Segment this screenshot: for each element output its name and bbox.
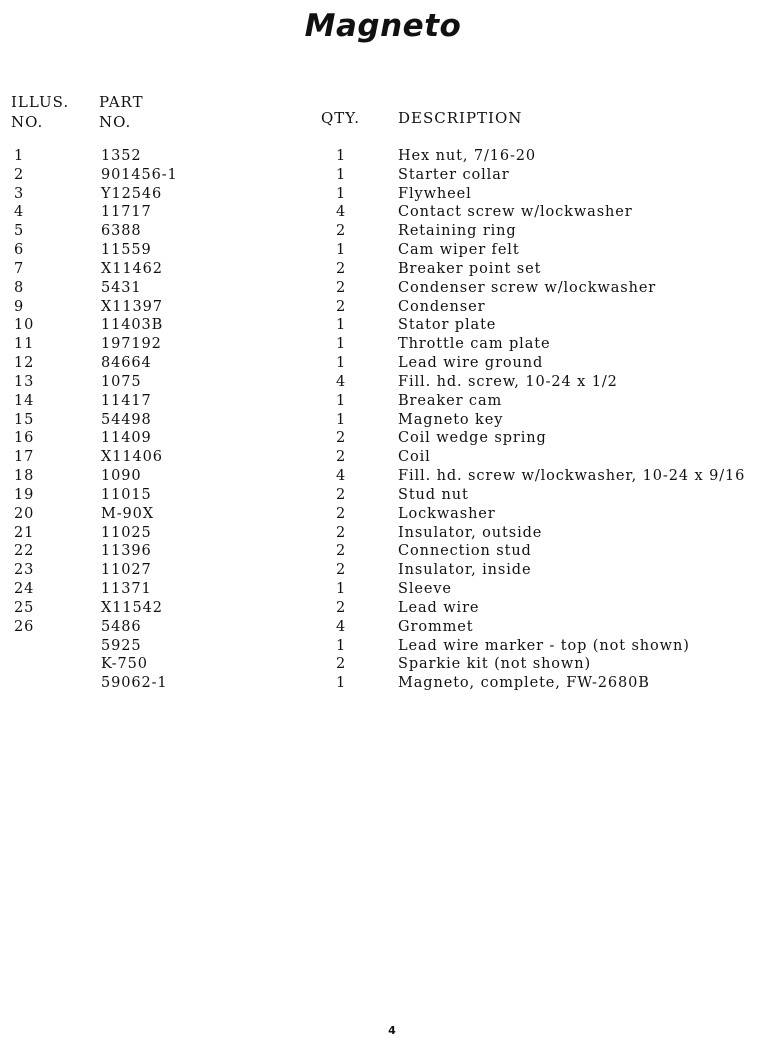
illus-no-cell: 3 <box>14 185 25 202</box>
part-no-cell: 11559 <box>101 242 152 259</box>
part-no-cell: 11417 <box>101 392 152 409</box>
description-cell: Breaker point set <box>398 260 542 277</box>
illus-no-cell: 7 <box>14 260 25 277</box>
illus-no-cell: 10 <box>14 317 35 334</box>
part-no-cell: X11542 <box>101 599 163 616</box>
qty-cell: 2 <box>336 562 347 579</box>
table-row <box>0 599 784 618</box>
part-no-cell: 54498 <box>101 411 152 428</box>
description-cell: Stator plate <box>398 317 497 334</box>
part-no-cell: 11396 <box>101 543 152 560</box>
table-row <box>0 203 784 222</box>
table-row <box>0 147 784 166</box>
illus-no-header <box>11 92 69 132</box>
table-row <box>0 298 784 317</box>
qty-cell: 1 <box>336 242 347 259</box>
table-row <box>0 354 784 373</box>
description-header: DESCRIPTION <box>398 109 523 127</box>
illus-no-cell: 17 <box>14 449 35 466</box>
illus-no-cell: 13 <box>14 373 35 390</box>
illus-header-line1: ILLUS. <box>11 93 70 111</box>
table-row <box>0 429 784 448</box>
part-no-cell: 6388 <box>101 223 142 240</box>
table-row <box>0 580 784 599</box>
illus-no-cell: 8 <box>14 279 25 296</box>
description-cell: Throttle cam plate <box>398 336 551 353</box>
part-no-cell: K-750 <box>101 656 148 673</box>
table-row <box>0 618 784 637</box>
qty-cell: 4 <box>336 618 347 635</box>
table-row <box>0 467 784 486</box>
qty-cell: 2 <box>336 656 347 673</box>
illus-no-cell: 22 <box>14 543 35 560</box>
qty-cell: 4 <box>336 204 347 221</box>
part-no-cell: 11409 <box>101 430 152 447</box>
qty-cell: 2 <box>336 599 347 616</box>
part-no-cell: 5925 <box>101 637 142 654</box>
qty-cell: 2 <box>336 543 347 560</box>
illus-no-cell: 14 <box>14 392 35 409</box>
part-no-cell: X11397 <box>101 298 163 315</box>
table-row <box>0 279 784 298</box>
illus-no-cell: 6 <box>14 242 25 259</box>
illus-no-cell: 11 <box>14 336 35 353</box>
part-no-header <box>99 92 144 132</box>
qty-cell: 2 <box>336 486 347 503</box>
qty-cell: 2 <box>336 449 347 466</box>
qty-cell: 2 <box>336 298 347 315</box>
description-cell: Sleeve <box>398 581 452 598</box>
part-no-cell: X11406 <box>101 449 163 466</box>
qty-cell: 1 <box>336 355 347 372</box>
illus-no-cell: 20 <box>14 505 35 522</box>
part-header-line1: PART <box>99 93 144 111</box>
part-no-cell: M-90X <box>101 505 155 522</box>
table-row <box>0 185 784 204</box>
part-no-cell: 1352 <box>101 148 142 164</box>
illus-no-cell: 1 <box>14 148 25 164</box>
qty-cell: 2 <box>336 505 347 522</box>
qty-cell: 1 <box>336 148 347 164</box>
qty-header: QTY. <box>321 109 361 127</box>
table-row <box>0 448 784 467</box>
qty-cell: 4 <box>336 468 347 485</box>
part-no-cell: 197192 <box>101 336 162 353</box>
illus-no-cell: 9 <box>14 298 25 315</box>
illus-no-cell: 25 <box>14 599 35 616</box>
description-cell: Fill. hd. screw w/lockwasher, 10-24 x 9/16 <box>398 468 746 485</box>
qty-cell: 1 <box>336 675 347 692</box>
part-no-cell: X11462 <box>101 260 163 277</box>
qty-cell: 4 <box>336 373 347 390</box>
description-cell: Condenser <box>398 298 486 315</box>
table-row <box>0 505 784 524</box>
part-no-cell: 1075 <box>101 373 142 390</box>
description-cell: Contact screw w/lockwasher <box>398 204 633 221</box>
description-cell: Fill. hd. screw, 10-24 x 1/2 <box>398 373 618 390</box>
description-cell: Stud nut <box>398 486 469 503</box>
part-no-cell: 11403B <box>101 317 164 334</box>
illus-no-cell: 15 <box>14 411 35 428</box>
qty-cell: 1 <box>336 185 347 202</box>
part-no-cell: Y12546 <box>101 185 163 202</box>
illus-no-cell: 5 <box>14 223 25 240</box>
description-cell: Coil <box>398 449 431 466</box>
description-cell: Starter collar <box>398 166 510 183</box>
illus-header-line2: NO. <box>11 113 44 131</box>
qty-cell: 1 <box>336 166 347 183</box>
part-no-cell: 5431 <box>101 279 142 296</box>
description-cell: Hex nut, 7/16-20 <box>398 148 537 164</box>
qty-cell: 2 <box>336 260 347 277</box>
table-row <box>0 637 784 656</box>
description-cell: Connection stud <box>398 543 532 560</box>
illus-no-cell: 4 <box>14 204 25 221</box>
table-row <box>0 222 784 241</box>
part-no-cell: 11027 <box>101 562 152 579</box>
illus-no-cell: 24 <box>14 581 35 598</box>
description-cell: Magneto key <box>398 411 504 428</box>
description-cell: Retaining ring <box>398 223 517 240</box>
parts-list <box>0 147 784 693</box>
part-header-line2: NO. <box>99 113 132 131</box>
page-number: 4 <box>388 1024 396 1037</box>
illus-no-cell: 26 <box>14 618 35 635</box>
illus-no-cell: 23 <box>14 562 35 579</box>
table-row <box>0 373 784 392</box>
table-row <box>0 392 784 411</box>
part-no-cell: 11025 <box>101 524 152 541</box>
description-cell: Cam wiper felt <box>398 242 520 259</box>
part-no-cell: 1090 <box>101 468 142 485</box>
illus-no-cell: 19 <box>14 486 35 503</box>
description-cell: Insulator, inside <box>398 562 532 579</box>
description-cell: Sparkie kit (not shown) <box>398 656 592 673</box>
description-cell: Lockwasher <box>398 505 496 522</box>
description-cell: Magneto, complete, FW-2680B <box>398 675 650 692</box>
qty-cell: 2 <box>336 279 347 296</box>
part-no-cell: 11015 <box>101 486 152 503</box>
table-row <box>0 486 784 505</box>
table-row <box>0 411 784 430</box>
description-cell: Lead wire <box>398 599 480 616</box>
illus-no-cell: 2 <box>14 166 25 183</box>
qty-cell: 2 <box>336 524 347 541</box>
description-cell: Insulator, outside <box>398 524 543 541</box>
description-cell: Coil wedge spring <box>398 430 547 447</box>
part-no-cell: 11371 <box>101 581 152 598</box>
page-title: Magneto <box>304 8 462 44</box>
table-row <box>0 241 784 260</box>
qty-cell: 2 <box>336 223 347 240</box>
description-cell: Grommet <box>398 618 474 635</box>
part-no-cell: 11717 <box>101 204 152 221</box>
table-row <box>0 335 784 354</box>
description-cell: Breaker cam <box>398 392 503 409</box>
qty-cell: 2 <box>336 430 347 447</box>
table-row <box>0 260 784 279</box>
description-cell: Condenser screw w/lockwasher <box>398 279 657 296</box>
qty-cell: 1 <box>336 336 347 353</box>
illus-no-cell: 16 <box>14 430 35 447</box>
illus-no-cell: 12 <box>14 355 35 372</box>
illus-no-cell: 21 <box>14 524 35 541</box>
qty-cell: 1 <box>336 317 347 334</box>
table-row <box>0 561 784 580</box>
description-cell: Lead wire marker - top (not shown) <box>398 637 690 654</box>
table-row <box>0 674 784 693</box>
table-row <box>0 542 784 561</box>
table-row <box>0 166 784 185</box>
qty-cell: 1 <box>336 411 347 428</box>
part-no-cell: 84664 <box>101 355 152 372</box>
part-no-cell: 901456-1 <box>101 166 178 183</box>
qty-cell: 1 <box>336 392 347 409</box>
illus-no-cell: 18 <box>14 468 35 485</box>
table-row <box>0 655 784 674</box>
part-no-cell: 5486 <box>101 618 142 635</box>
qty-cell: 1 <box>336 637 347 654</box>
part-no-cell: 59062-1 <box>101 675 168 692</box>
description-cell: Lead wire ground <box>398 355 544 372</box>
table-row <box>0 316 784 335</box>
qty-cell: 1 <box>336 581 347 598</box>
description-cell: Flywheel <box>398 185 472 202</box>
table-row <box>0 524 784 543</box>
